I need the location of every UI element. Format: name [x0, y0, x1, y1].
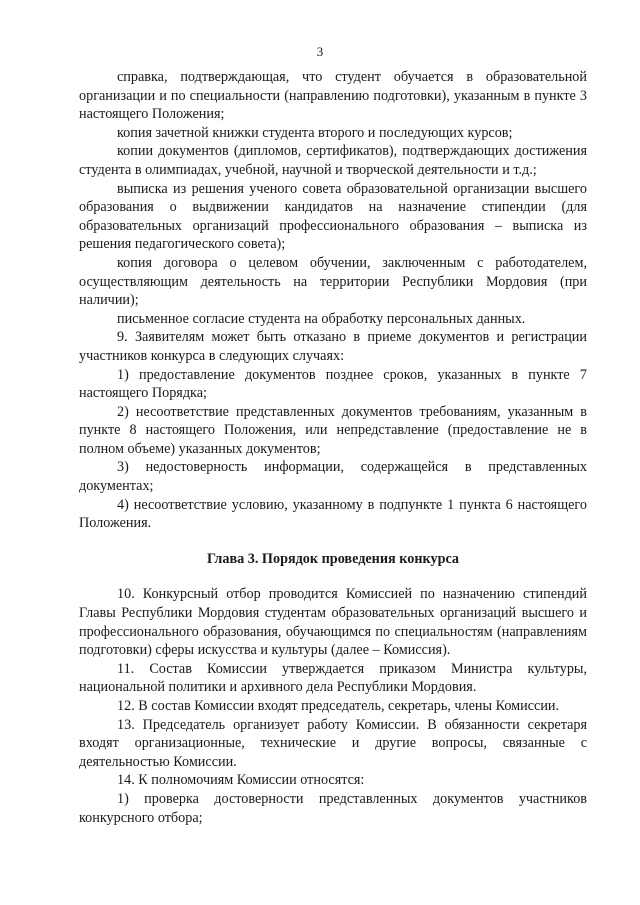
paragraph-refusal-4: 4) несоответствие условию, указанному в подпункте 1 пункта 6 настоящего Положения.: [79, 496, 587, 532]
paragraph-refusal-1: 1) предоставление документов позднее сроков, указанных в пункте 7 настоящего Порядка;: [79, 366, 587, 402]
paragraph-item-14-1: 1) проверка достоверности представленных документов участников конкурсного отбора;: [79, 790, 587, 826]
paragraph-item-10: 10. Конкурсный отбор проводится Комиссией по назначению стипендий Главы Республики Мордовия студентам образовательных организаций высшего и профессионального образования, обучающимся по специальностям (направлениям подготовки) сферы искусства и культуры (далее – Комиссия).: [79, 586, 587, 659]
paragraph-item-14: 14. К полномочиям Комиссии относятся:: [117, 772, 365, 789]
paragraph-consent: письменное согласие студента на обработку персональных данных.: [117, 310, 526, 327]
page-number: 3: [316, 44, 324, 59]
paragraph-item-9: 9. Заявителям может быть отказано в приеме документов и регистрации участников конкурса в следующих случаях:: [79, 329, 587, 364]
paragraph-item-11: 11. Состав Комиссии утверждается приказом Министра культуры, национальной политики и архивного дела Республики Мордовия.: [79, 660, 587, 696]
paragraph-item-13: 13. Председатель организует работу Комиссии. В обязанности секретаря входят организационные, технические и другие вопросы, связанные с деятельностью Комиссии.: [79, 716, 587, 770]
paragraph-certificate: справка, подтверждающая, что студент обучается в образовательной организации и по специальности (направлению подготовки), указанным в пункте 3 настоящего Положения;: [79, 69, 587, 123]
paragraph-record-book: копия зачетной книжки студента второго и последующих курсов;: [117, 124, 513, 141]
paragraph-refusal-3: 3) недостоверность информации, содержащейся в представленных документах;: [79, 459, 587, 495]
paragraph-item-12: 12. В состав Комиссии входят председатель, секретарь, члены Комиссии.: [117, 698, 560, 714]
chapter-heading: Глава 3. Порядок проведения конкурса: [206, 550, 460, 567]
paragraph-diplomas: копии документов (дипломов, сертификатов), подтверждающих достижения студента в олимпиадах, учебной, научной и творческой деятельности и т.д.;: [79, 143, 587, 178]
paragraph-council-extract: выписка из решения ученого совета образовательной организации высшего образования о выдвижении кандидатов на назначение стипендии (для образовательных организаций профессионального образования – выписка из решения педагогического совета);: [79, 180, 587, 253]
paragraph-target-contract: копия договора о целевом обучении, заключенным с работодателем, осуществляющим деятельность на территории Республики Мордовия (при наличии);: [79, 254, 587, 309]
paragraph-refusal-2: 2) несоответствие представленных документов требованиям, указанным в пункте 8 настоящего Положения, или непредставление (предоставление не в полном объеме) указанных документов;: [79, 403, 587, 457]
document-body: [79, 68, 587, 827]
